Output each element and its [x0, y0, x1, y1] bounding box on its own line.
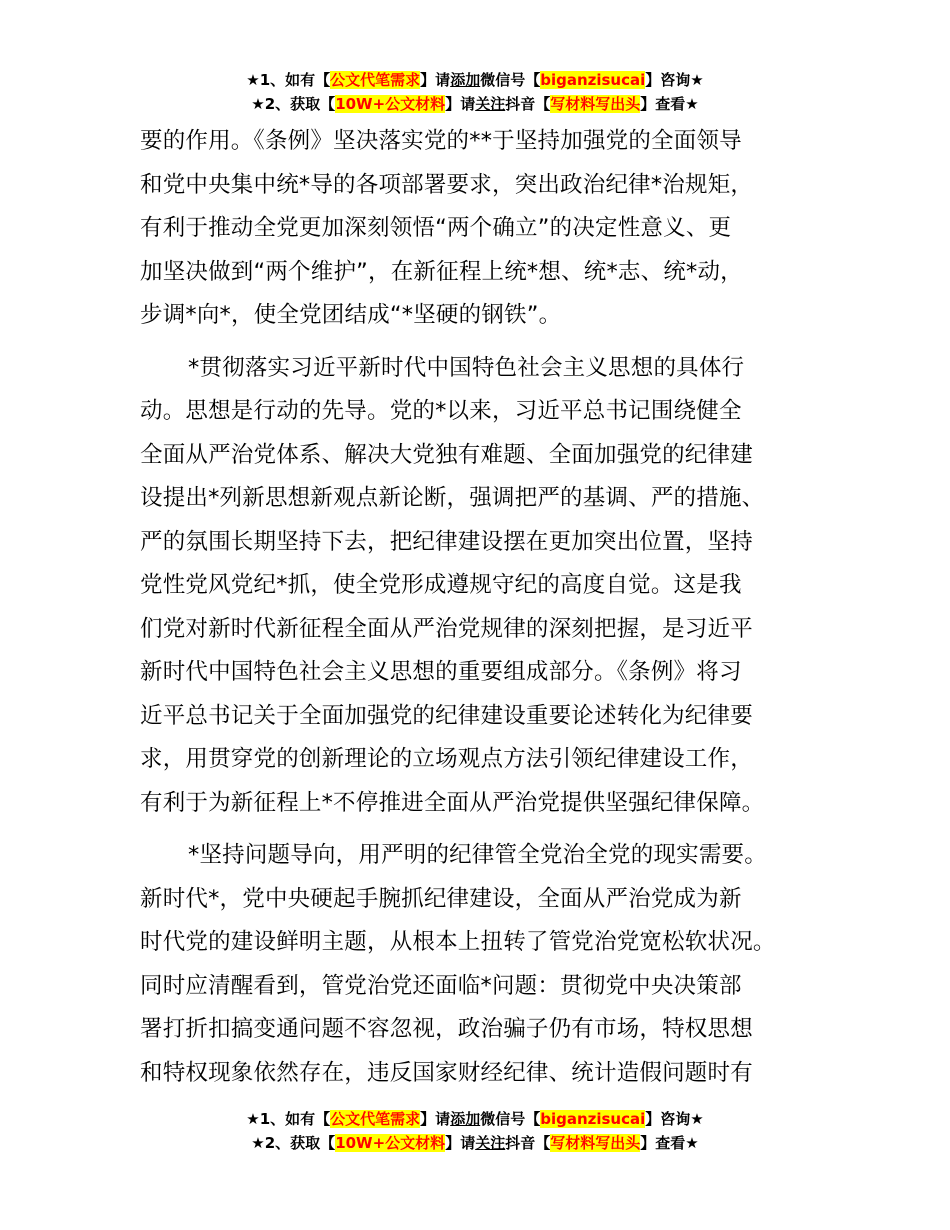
footer-highlight-douyin-account: 写材料写出头 [550, 1134, 641, 1152]
paragraph-line: 要的作用。《条例》坚决落实党的**于坚持加强党的全面领导 [140, 128, 742, 154]
footer-underlined-follow: 关注 [475, 1134, 506, 1152]
paragraph-line: 新时代*，党中央硬起手腕抓纪律建设，全面从严治党成为新 [140, 885, 742, 912]
footer-line-2-suffix: 】查看★ [640, 1134, 699, 1152]
header-line-1-suffix: 】咨询★ [645, 71, 704, 89]
paragraph-line: 和特权现象依然存在，违反国家财经纪律、统计造假问题时有 [140, 1059, 753, 1086]
footer-line-1-prefix: ★1、如有【 [246, 1110, 331, 1128]
footer-highlight-ghostwriting: 公文代笔需求 [330, 1110, 421, 1128]
header-line-2-text: 】请 [445, 95, 476, 113]
paragraph-line: 党性党风党纪*抓，使全党形成遵规守纪的高度自觉。这是我 [140, 572, 742, 598]
header-highlight-douyin-account: 写材料写出头 [550, 95, 641, 113]
footer-highlight-materials: 10W+公文材料 [335, 1134, 446, 1152]
paragraph-line: 署打折扣搞变通问题不容忽视，政治骗子仍有市场，特权思想 [140, 1016, 753, 1042]
footer-line-2-prefix: ★2、获取【 [251, 1134, 336, 1152]
header-highlight-wechat-id: biganzisucai [540, 71, 646, 89]
footer-banner [0, 1107, 950, 1155]
paragraph-line: 近平总书记关于全面加强党的纪律建设重要论述转化为纪律要 [140, 702, 753, 729]
paragraph-2 [140, 347, 840, 826]
paragraph-line: 求，用贯穿党的创新理论的立场观点方法引领纪律建设工作， [140, 746, 753, 772]
paragraph-line: 设提出*列新思想新观点新论断，强调把严的基调、严的措施、 [140, 485, 765, 511]
footer-line-2 [0, 1131, 950, 1155]
paragraph-gap [140, 338, 840, 347]
header-line-1-prefix: ★1、如有【 [246, 71, 331, 89]
header-line-1 [0, 68, 950, 92]
header-line-2-suffix: 】查看★ [640, 95, 699, 113]
paragraph-line: 全面从严治党体系、解决大党独有难题、全面加强党的纪律建 [140, 441, 753, 468]
paragraph-line: *坚持问题导向，用严明的纪律管全党治全党的现实需要。 [188, 842, 767, 868]
header-banner [0, 68, 950, 116]
header-line-2-douyin-label: 抖音【 [505, 95, 551, 113]
footer-line-1 [0, 1107, 950, 1131]
header-line-1-text: 】请 [420, 71, 451, 89]
paragraph-line: *贯彻落实习近平新时代中国特色社会主义思想的具体行 [188, 354, 745, 381]
paragraph-line: 时代党的建设鲜明主题，从根本上扭转了管党治党宽松软状况。 [140, 929, 776, 955]
header-highlight-ghostwriting: 公文代笔需求 [330, 71, 421, 89]
footer-underlined-add: 添加 [450, 1110, 481, 1128]
paragraph-1 [140, 120, 840, 338]
footer-line-1-suffix: 】咨询★ [645, 1110, 704, 1128]
paragraph-3 [140, 834, 840, 1095]
paragraph-line: 新时代中国特色社会主义思想的重要组成部分。《条例》将习 [140, 659, 742, 685]
paragraph-line: 步调*向*，使全党团结成“*坚硬的钢铁”。 [140, 302, 562, 328]
header-underlined-follow: 关注 [475, 95, 506, 113]
paragraph-line: 有利于为新征程上*不停推进全面从严治党提供坚强纪律保障。 [140, 789, 765, 816]
header-line-2-prefix: ★2、获取【 [251, 95, 336, 113]
header-line-2 [0, 92, 950, 116]
paragraph-line: 加坚决做到“两个维护”，在新征程上统*想、统*志、统*动， [140, 258, 743, 285]
paragraph-line: 严的氛围长期坚持下去，把纪律建设摆在更加突出位置，坚持 [140, 528, 753, 555]
paragraph-line: 们党对新时代新征程全面从严治党规律的深刻把握，是习近平 [140, 615, 753, 642]
paragraph-line: 和党中央集中统*导的各项部署要求，突出政治纪律*治规矩， [140, 171, 754, 198]
footer-line-2-douyin-label: 抖音【 [505, 1134, 551, 1152]
footer-highlight-wechat-id: biganzisucai [540, 1110, 646, 1128]
footer-line-1-text: 】请 [420, 1110, 451, 1128]
header-highlight-materials: 10W+公文材料 [335, 95, 446, 113]
paragraph-line: 动。思想是行动的先导。党的*以来，习近平总书记围绕健全 [140, 398, 742, 424]
paragraph-line: 同时应清醒看到，管党治党还面临*问题：贯彻党中央决策部 [140, 972, 742, 999]
document-body [140, 120, 840, 1095]
paragraph-line: 有利于推动全党更加深刻领悟“两个确立”的决定性意义、更 [140, 215, 732, 241]
footer-line-1-wechat-label: 微信号【 [480, 1110, 541, 1128]
paragraph-gap [140, 825, 840, 834]
header-underlined-add: 添加 [450, 71, 481, 89]
footer-line-2-text: 】请 [445, 1134, 476, 1152]
header-line-1-wechat-label: 微信号【 [480, 71, 541, 89]
